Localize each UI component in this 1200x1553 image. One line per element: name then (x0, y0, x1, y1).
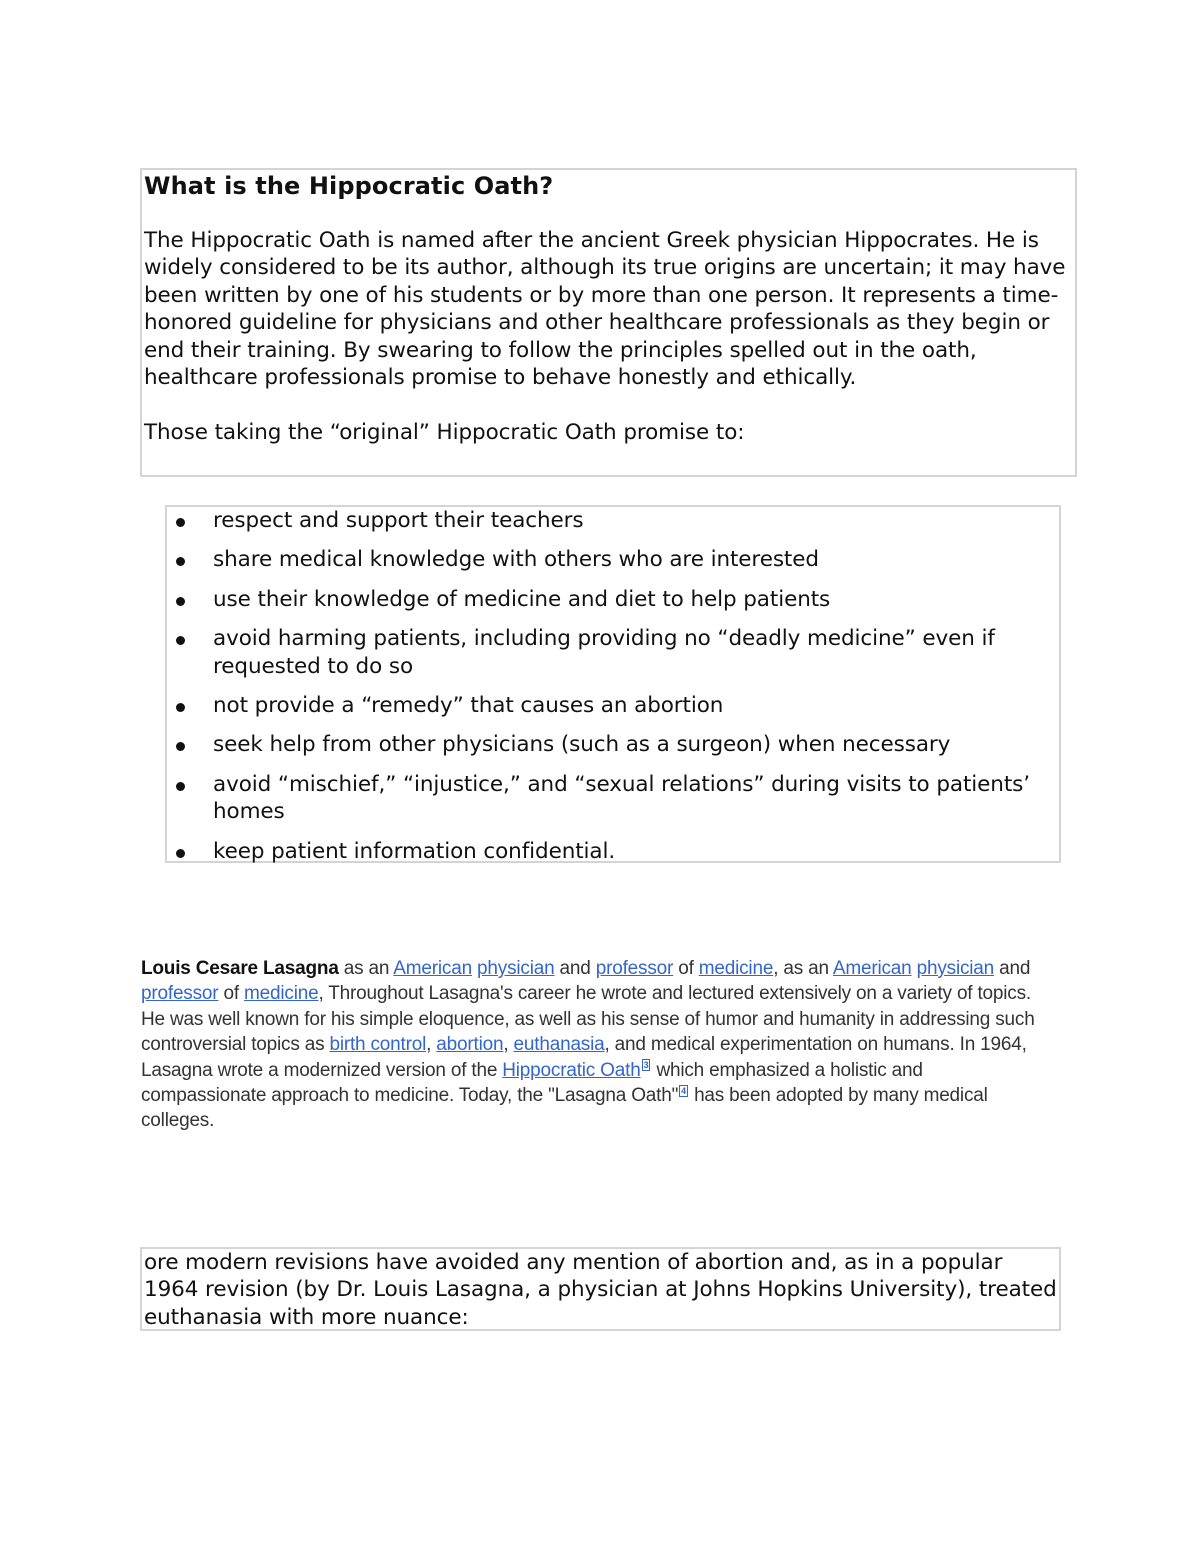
lasagna-bio-paragraph: Louis Cesare Lasagna as an American physician and professor of medicine, as an American physician and professor of medicine, Throughout Lasagna's career he wrote and lectured extensively on a variety of topics. He was well known for his simple eloquence, as well as his sense of humor and humanity in addressing such controversial topics as birth control, abortion, euthanasia, and medical experimentation on humans. In 1964, Lasagna wrote a modernized version of the Hippocratic Oath 3 which emphasized a holistic and compassionate approach to medicine. Today, the "Lasagna Oath" 4 has been adopted by many medical colleges. (141, 958, 1035, 1132)
section-title: What is the Hippocratic Oath? (144, 172, 554, 200)
link-euthanasia[interactable]: euthanasia (513, 1034, 605, 1056)
bullet-icon (176, 782, 185, 791)
intro-section (140, 168, 1077, 477)
person-name: Louis Cesare Lasagna (141, 958, 339, 979)
promises-list (167, 507, 1059, 865)
bullet-icon (176, 849, 185, 858)
link-professor[interactable]: professor (141, 983, 219, 1005)
link-medicine[interactable]: medicine (698, 958, 774, 979)
link-american[interactable]: American (393, 958, 472, 979)
list-item: share medical knowledge with others who are interested (167, 546, 1059, 573)
intro-paragraph: The Hippocratic Oath is named after the ancient Greek physician Hippocrates. He is widely considered to be its author, although its true origins are uncertain; it may have been written by one of his students or by more than one person. It represents a time-honored guideline for physicians and other healthcare professionals as they begin or end their training. By swearing to follow the principles spelled out in the oath, healthcare professionals promise to behave honestly and ethically. (144, 228, 1066, 391)
link-american[interactable]: American (832, 958, 912, 979)
list-item: avoid “mischief,” “injustice,” and “sexual relations” during visits to patients’ homes (167, 771, 1059, 826)
bullet-icon (176, 557, 185, 566)
revision-section (140, 1247, 1061, 1331)
link-physician[interactable]: physician (477, 958, 555, 979)
list-item: keep patient information confidential. (167, 838, 1059, 865)
list-item: respect and support their teachers (167, 507, 1059, 534)
link-medicine[interactable]: medicine (244, 983, 319, 1005)
link-birth-control[interactable]: birth control (329, 1034, 427, 1056)
revision-paragraph: ore modern revisions have avoided any mention of abortion and, as in a popular 1964 revision (by Dr. Louis Lasagna, a physician at Johns Hopkins University), treated euthanasia with more nuance: (144, 1250, 1057, 1330)
promise-lead-text: Those taking the “original” Hippocratic Oath promise to: (144, 420, 745, 446)
link-hippocratic-oath[interactable]: Hippocratic Oath (502, 1059, 641, 1081)
list-item: seek help from other physicians (such as a surgeon) when necessary (167, 731, 1059, 758)
bullet-icon (176, 597, 185, 606)
promises-section (165, 505, 1061, 863)
link-professor[interactable]: professor (595, 958, 674, 979)
bullet-icon (176, 703, 185, 712)
reference-icon[interactable]: 4 (681, 1085, 686, 1096)
list-item: not provide a “remedy” that causes an abortion (167, 692, 1059, 719)
list-item: use their knowledge of medicine and diet to help patients (167, 586, 1059, 613)
bullet-icon (176, 636, 185, 645)
link-abortion[interactable]: abortion (436, 1034, 504, 1056)
bullet-icon (176, 742, 185, 751)
reference-icon[interactable]: 3 (643, 1060, 649, 1071)
list-item: avoid harming patients, including providing no “deadly medicine” even if requested to do so (167, 625, 1059, 680)
link-physician[interactable]: physician (916, 958, 995, 979)
bullet-icon (176, 518, 185, 527)
